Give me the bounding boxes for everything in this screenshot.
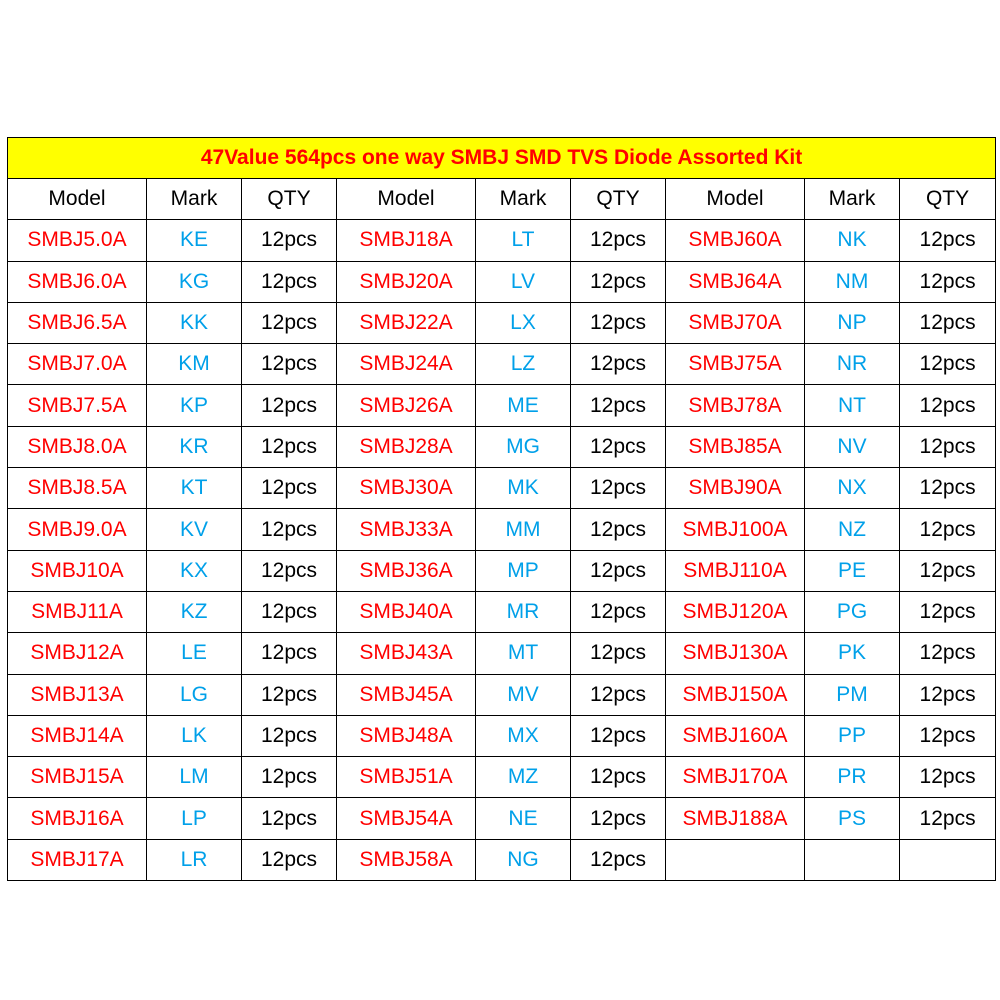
model-cell: SMBJ11A bbox=[8, 591, 147, 632]
mark-cell: MG bbox=[476, 426, 571, 467]
qty-cell: 12pcs bbox=[571, 674, 666, 715]
table-row bbox=[8, 633, 996, 674]
qty-cell: 12pcs bbox=[900, 344, 996, 385]
mark-cell: LX bbox=[476, 302, 571, 343]
mark-cell: NT bbox=[805, 385, 900, 426]
qty-cell: 12pcs bbox=[571, 385, 666, 426]
qty-cell: 12pcs bbox=[242, 798, 337, 839]
model-cell: SMBJ16A bbox=[8, 798, 147, 839]
model-cell: SMBJ54A bbox=[337, 798, 476, 839]
qty-cell: 12pcs bbox=[571, 591, 666, 632]
model-cell: SMBJ17A bbox=[8, 839, 147, 880]
mark-cell: MR bbox=[476, 591, 571, 632]
mark-cell: LP bbox=[147, 798, 242, 839]
qty-cell: 12pcs bbox=[900, 798, 996, 839]
model-cell: SMBJ51A bbox=[337, 757, 476, 798]
mark-cell: PG bbox=[805, 591, 900, 632]
table-row bbox=[8, 757, 996, 798]
model-cell: SMBJ64A bbox=[666, 261, 805, 302]
qty-cell: 12pcs bbox=[242, 757, 337, 798]
mark-cell bbox=[805, 839, 900, 880]
mark-cell: KK bbox=[147, 302, 242, 343]
mark-cell: ME bbox=[476, 385, 571, 426]
model-cell: SMBJ7.0A bbox=[8, 344, 147, 385]
column-header-qty: QTY bbox=[571, 179, 666, 220]
qty-cell: 12pcs bbox=[571, 839, 666, 880]
qty-cell: 12pcs bbox=[242, 674, 337, 715]
model-cell: SMBJ170A bbox=[666, 757, 805, 798]
mark-cell: MZ bbox=[476, 757, 571, 798]
table-row bbox=[8, 715, 996, 756]
table-row bbox=[8, 261, 996, 302]
qty-cell: 12pcs bbox=[242, 550, 337, 591]
mark-cell: KZ bbox=[147, 591, 242, 632]
qty-cell: 12pcs bbox=[571, 798, 666, 839]
mark-cell: PR bbox=[805, 757, 900, 798]
model-cell: SMBJ30A bbox=[337, 468, 476, 509]
qty-cell: 12pcs bbox=[900, 715, 996, 756]
mark-cell: KP bbox=[147, 385, 242, 426]
model-cell: SMBJ75A bbox=[666, 344, 805, 385]
table-row bbox=[8, 344, 996, 385]
mark-cell: NP bbox=[805, 302, 900, 343]
header-row bbox=[8, 179, 996, 220]
model-cell: SMBJ15A bbox=[8, 757, 147, 798]
mark-cell: PE bbox=[805, 550, 900, 591]
model-cell: SMBJ22A bbox=[337, 302, 476, 343]
mark-cell: LK bbox=[147, 715, 242, 756]
qty-cell: 12pcs bbox=[242, 302, 337, 343]
column-header-model: Model bbox=[337, 179, 476, 220]
table-title: 47Value 564pcs one way SMBJ SMD TVS Diode Assorted Kit bbox=[8, 138, 996, 179]
mark-cell: LE bbox=[147, 633, 242, 674]
qty-cell: 12pcs bbox=[900, 385, 996, 426]
mark-cell: KR bbox=[147, 426, 242, 467]
model-cell: SMBJ8.0A bbox=[8, 426, 147, 467]
mark-cell: LR bbox=[147, 839, 242, 880]
qty-cell: 12pcs bbox=[242, 591, 337, 632]
table-body bbox=[8, 220, 996, 881]
qty-cell: 12pcs bbox=[571, 344, 666, 385]
table-row bbox=[8, 674, 996, 715]
mark-cell: KG bbox=[147, 261, 242, 302]
mark-cell: NG bbox=[476, 839, 571, 880]
qty-cell: 12pcs bbox=[900, 426, 996, 467]
qty-cell: 12pcs bbox=[571, 633, 666, 674]
column-header-model: Model bbox=[8, 179, 147, 220]
model-cell: SMBJ58A bbox=[337, 839, 476, 880]
qty-cell: 12pcs bbox=[900, 674, 996, 715]
mark-cell: LM bbox=[147, 757, 242, 798]
model-cell: SMBJ14A bbox=[8, 715, 147, 756]
mark-cell: MP bbox=[476, 550, 571, 591]
mark-cell: NZ bbox=[805, 509, 900, 550]
model-cell: SMBJ28A bbox=[337, 426, 476, 467]
model-cell: SMBJ110A bbox=[666, 550, 805, 591]
table-row bbox=[8, 550, 996, 591]
table-row bbox=[8, 302, 996, 343]
column-header-mark: Mark bbox=[147, 179, 242, 220]
mark-cell: LV bbox=[476, 261, 571, 302]
model-cell: SMBJ7.5A bbox=[8, 385, 147, 426]
column-header-qty: QTY bbox=[242, 179, 337, 220]
model-cell: SMBJ188A bbox=[666, 798, 805, 839]
model-cell: SMBJ130A bbox=[666, 633, 805, 674]
qty-cell: 12pcs bbox=[242, 385, 337, 426]
mark-cell: MT bbox=[476, 633, 571, 674]
kit-table bbox=[7, 137, 996, 881]
mark-cell: LZ bbox=[476, 344, 571, 385]
qty-cell: 12pcs bbox=[242, 220, 337, 261]
qty-cell: 12pcs bbox=[571, 550, 666, 591]
mark-cell: KM bbox=[147, 344, 242, 385]
model-cell: SMBJ18A bbox=[337, 220, 476, 261]
mark-cell: NE bbox=[476, 798, 571, 839]
qty-cell: 12pcs bbox=[571, 302, 666, 343]
qty-cell: 12pcs bbox=[242, 715, 337, 756]
model-cell: SMBJ160A bbox=[666, 715, 805, 756]
mark-cell: NX bbox=[805, 468, 900, 509]
model-cell: SMBJ24A bbox=[337, 344, 476, 385]
column-header-qty: QTY bbox=[900, 179, 996, 220]
mark-cell: PM bbox=[805, 674, 900, 715]
qty-cell: 12pcs bbox=[242, 468, 337, 509]
qty-cell: 12pcs bbox=[900, 509, 996, 550]
model-cell: SMBJ60A bbox=[666, 220, 805, 261]
table-row bbox=[8, 468, 996, 509]
column-header-model: Model bbox=[666, 179, 805, 220]
model-cell: SMBJ100A bbox=[666, 509, 805, 550]
model-cell: SMBJ70A bbox=[666, 302, 805, 343]
mark-cell: KE bbox=[147, 220, 242, 261]
qty-cell: 12pcs bbox=[900, 261, 996, 302]
mark-cell: KT bbox=[147, 468, 242, 509]
qty-cell: 12pcs bbox=[242, 633, 337, 674]
model-cell: SMBJ5.0A bbox=[8, 220, 147, 261]
mark-cell: PS bbox=[805, 798, 900, 839]
qty-cell: 12pcs bbox=[242, 839, 337, 880]
model-cell: SMBJ33A bbox=[337, 509, 476, 550]
table-row bbox=[8, 426, 996, 467]
model-cell: SMBJ120A bbox=[666, 591, 805, 632]
mark-cell: MV bbox=[476, 674, 571, 715]
qty-cell: 12pcs bbox=[242, 426, 337, 467]
model-cell: SMBJ36A bbox=[337, 550, 476, 591]
mark-cell: PP bbox=[805, 715, 900, 756]
model-cell: SMBJ6.5A bbox=[8, 302, 147, 343]
model-cell: SMBJ90A bbox=[666, 468, 805, 509]
mark-cell: NK bbox=[805, 220, 900, 261]
column-header-mark: Mark bbox=[476, 179, 571, 220]
qty-cell: 12pcs bbox=[571, 261, 666, 302]
model-cell: SMBJ78A bbox=[666, 385, 805, 426]
model-cell: SMBJ150A bbox=[666, 674, 805, 715]
mark-cell: MX bbox=[476, 715, 571, 756]
qty-cell: 12pcs bbox=[571, 757, 666, 798]
table-row bbox=[8, 591, 996, 632]
qty-cell: 12pcs bbox=[242, 261, 337, 302]
model-cell: SMBJ26A bbox=[337, 385, 476, 426]
mark-cell: LG bbox=[147, 674, 242, 715]
qty-cell: 12pcs bbox=[571, 509, 666, 550]
model-cell: SMBJ6.0A bbox=[8, 261, 147, 302]
mark-cell: PK bbox=[805, 633, 900, 674]
mark-cell: KV bbox=[147, 509, 242, 550]
model-cell: SMBJ9.0A bbox=[8, 509, 147, 550]
qty-cell: 12pcs bbox=[571, 220, 666, 261]
column-header-mark: Mark bbox=[805, 179, 900, 220]
model-cell: SMBJ20A bbox=[337, 261, 476, 302]
qty-cell: 12pcs bbox=[900, 633, 996, 674]
qty-cell: 12pcs bbox=[571, 468, 666, 509]
model-cell: SMBJ48A bbox=[337, 715, 476, 756]
qty-cell: 12pcs bbox=[571, 715, 666, 756]
model-cell: SMBJ10A bbox=[8, 550, 147, 591]
mark-cell: MK bbox=[476, 468, 571, 509]
qty-cell: 12pcs bbox=[900, 757, 996, 798]
model-cell bbox=[666, 839, 805, 880]
qty-cell: 12pcs bbox=[242, 509, 337, 550]
table-row bbox=[8, 509, 996, 550]
qty-cell: 12pcs bbox=[900, 468, 996, 509]
mark-cell: NM bbox=[805, 261, 900, 302]
table-row bbox=[8, 385, 996, 426]
qty-cell bbox=[900, 839, 996, 880]
model-cell: SMBJ8.5A bbox=[8, 468, 147, 509]
qty-cell: 12pcs bbox=[900, 220, 996, 261]
table-row bbox=[8, 839, 996, 880]
qty-cell: 12pcs bbox=[900, 591, 996, 632]
model-cell: SMBJ45A bbox=[337, 674, 476, 715]
title-row bbox=[8, 138, 996, 179]
model-cell: SMBJ43A bbox=[337, 633, 476, 674]
qty-cell: 12pcs bbox=[900, 302, 996, 343]
mark-cell: KX bbox=[147, 550, 242, 591]
model-cell: SMBJ13A bbox=[8, 674, 147, 715]
table-row bbox=[8, 220, 996, 261]
model-cell: SMBJ40A bbox=[337, 591, 476, 632]
model-cell: SMBJ12A bbox=[8, 633, 147, 674]
table-row bbox=[8, 798, 996, 839]
model-cell: SMBJ85A bbox=[666, 426, 805, 467]
qty-cell: 12pcs bbox=[242, 344, 337, 385]
mark-cell: LT bbox=[476, 220, 571, 261]
qty-cell: 12pcs bbox=[571, 426, 666, 467]
mark-cell: MM bbox=[476, 509, 571, 550]
mark-cell: NR bbox=[805, 344, 900, 385]
qty-cell: 12pcs bbox=[900, 550, 996, 591]
mark-cell: NV bbox=[805, 426, 900, 467]
